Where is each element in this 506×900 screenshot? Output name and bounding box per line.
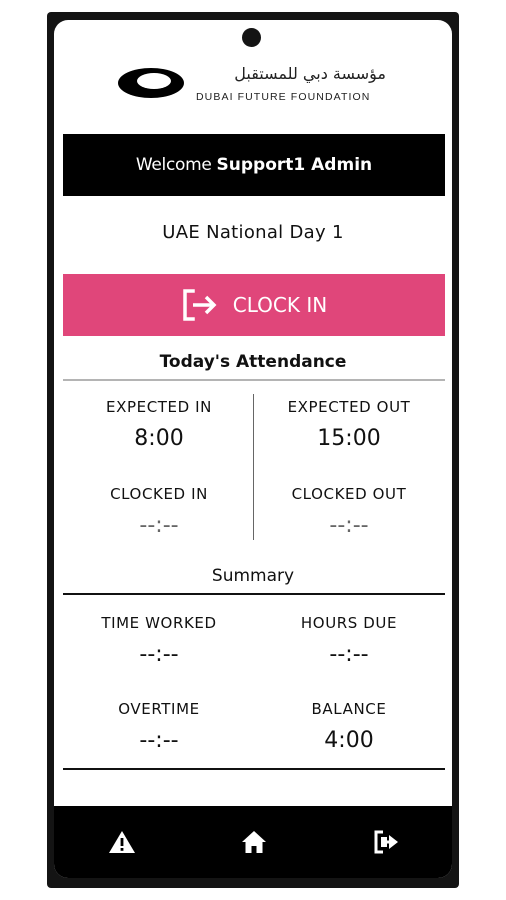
summary-bottom-divider xyxy=(63,768,445,770)
overtime-value: --:-- xyxy=(139,728,179,753)
clock-in-button[interactable] xyxy=(63,274,445,336)
overtime-cell xyxy=(64,700,254,753)
time-worked-label: TIME WORKED xyxy=(101,614,217,632)
hours-due-label: HOURS DUE xyxy=(300,614,398,632)
clocked-in-cell xyxy=(64,485,254,538)
time-worked-value: --:-- xyxy=(139,642,179,667)
clocked-out-value: --:-- xyxy=(329,513,369,538)
nav-alerts-button[interactable] xyxy=(102,824,142,860)
brand-logo-mark xyxy=(116,66,186,100)
brand-arabic-name: مؤسسة دبي للمستقبل xyxy=(234,64,386,83)
time-worked-cell xyxy=(64,614,254,667)
expected-out-label: EXPECTED OUT xyxy=(287,398,411,416)
balance-label: BALANCE xyxy=(311,700,387,718)
home-icon xyxy=(241,830,267,854)
clocked-out-label: CLOCKED OUT xyxy=(291,485,407,503)
nav-home-button[interactable] xyxy=(234,824,274,860)
brand-logo xyxy=(114,60,394,110)
event-title: UAE National Day 1 xyxy=(162,222,344,243)
nav-logout-button[interactable] xyxy=(367,824,407,860)
hours-due-value: --:-- xyxy=(329,642,369,667)
hours-due-cell xyxy=(254,614,444,667)
brand-english-name: DUBAI FUTURE FOUNDATION xyxy=(196,91,371,103)
login-icon xyxy=(181,288,219,322)
expected-in-label: EXPECTED IN xyxy=(106,398,212,416)
app-screen xyxy=(54,20,452,878)
front-camera xyxy=(242,28,261,47)
balance-value: 4:00 xyxy=(324,728,374,753)
welcome-label: Welcome xyxy=(135,155,212,175)
expected-out-value: 15:00 xyxy=(317,426,381,451)
expected-in-value: 8:00 xyxy=(134,426,184,451)
clocked-in-value: --:-- xyxy=(139,513,179,538)
attendance-divider xyxy=(63,379,445,381)
clock-in-label: CLOCK IN xyxy=(232,293,328,317)
expected-in-cell xyxy=(64,398,254,451)
summary-title: Summary xyxy=(211,566,295,586)
balance-cell xyxy=(254,700,444,753)
attendance-title: Today's Attendance xyxy=(159,352,347,372)
welcome-banner xyxy=(63,134,445,196)
clocked-out-cell xyxy=(254,485,444,538)
warning-icon xyxy=(108,829,136,855)
summary-divider xyxy=(63,593,445,595)
device-frame xyxy=(47,12,459,888)
welcome-user-name: Support1 Admin xyxy=(216,155,373,175)
overtime-label: OVERTIME xyxy=(118,700,200,718)
logout-icon xyxy=(373,829,401,855)
expected-out-cell xyxy=(254,398,444,451)
bottom-navigation xyxy=(54,806,452,878)
clocked-in-label: CLOCKED IN xyxy=(110,485,208,503)
